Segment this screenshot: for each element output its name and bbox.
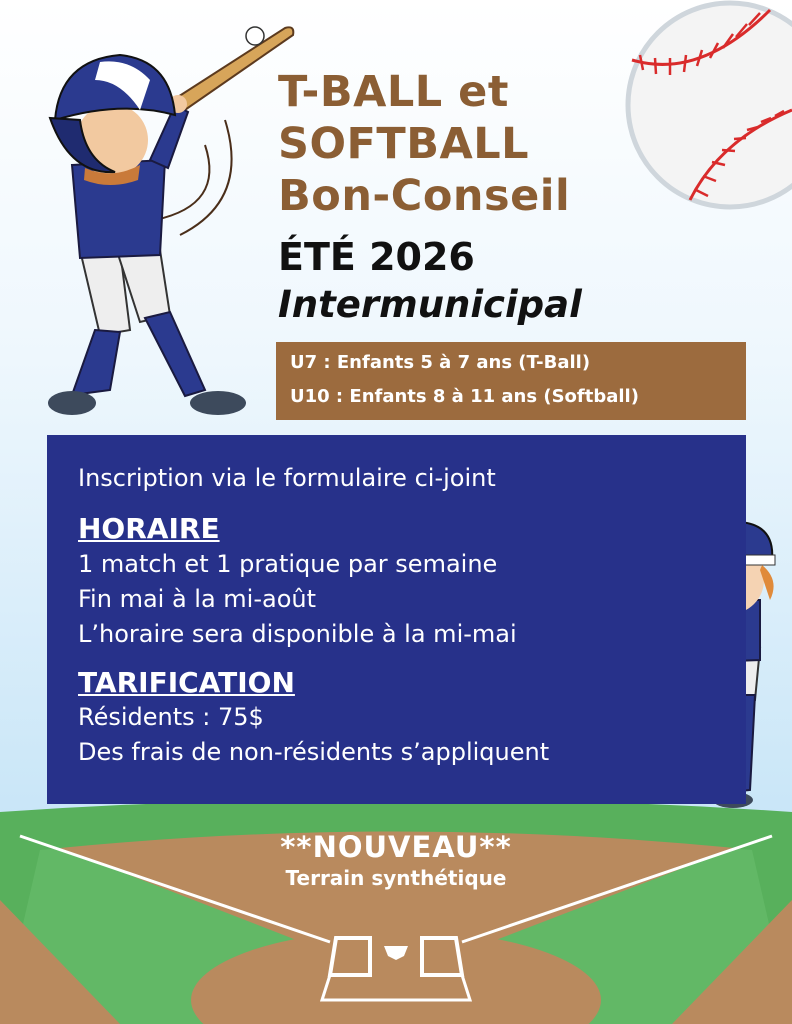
age-group-u7: U7 : Enfants 5 à 7 ans (T-Ball): [290, 352, 591, 373]
schedule-line: Fin mai à la mi-août: [78, 585, 317, 613]
pricing-line: Des frais de non-résidents s’appliquent: [78, 738, 550, 766]
league-name: Intermunicipal: [278, 283, 582, 326]
pricing-heading: TARIFICATION: [78, 666, 295, 699]
season-year: ÉTÉ 2026: [278, 235, 475, 279]
schedule-line: L’horaire sera disponible à la mi-mai: [78, 620, 517, 648]
schedule-line: 1 match et 1 pratique par semaine: [78, 550, 498, 578]
title-line-2: SOFTBALL: [278, 119, 530, 169]
title-line-3: Bon-Conseil: [278, 171, 571, 221]
pricing-line: Résidents : 75$: [78, 703, 264, 731]
age-group-u10: U10 : Enfants 8 à 11 ans (Softball): [290, 386, 639, 407]
schedule-heading: HORAIRE: [78, 512, 220, 545]
age-groups-box: [276, 342, 746, 420]
info-panel: [47, 435, 746, 804]
new-label: **NOUVEAU**: [280, 830, 512, 864]
title-line-1: T-BALL et: [278, 67, 509, 117]
new-feature-text: Terrain synthétique: [285, 866, 507, 890]
registration-text: Inscription via le formulaire ci-joint: [78, 464, 496, 492]
